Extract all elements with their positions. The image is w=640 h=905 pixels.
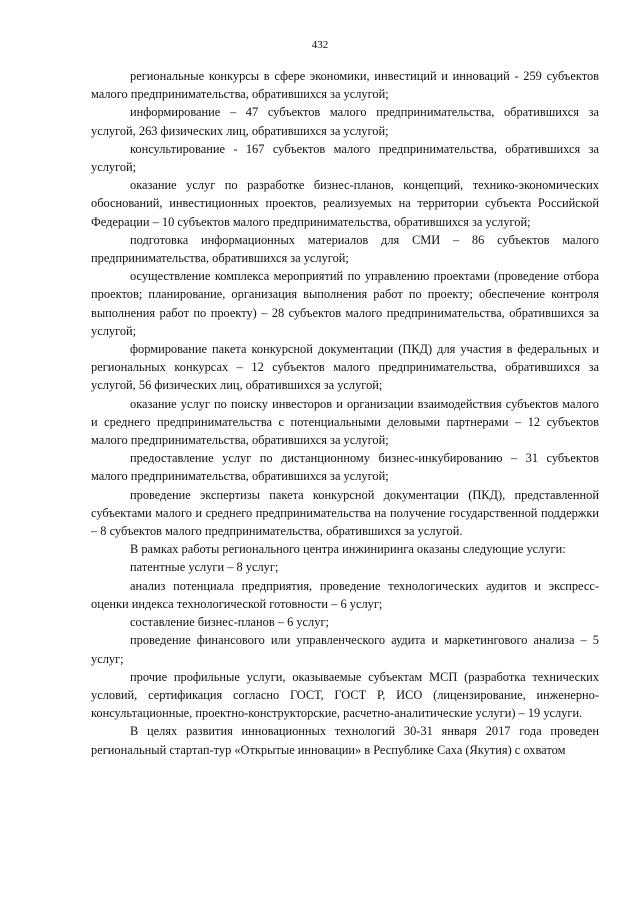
paragraph: оказание услуг по разработке бизнес-планов, концепций, технико-экономических обоснований, инвестиционных проектов, реализуемых на территории субъекта Российской Федерации – 10 субъектов малого предпринимательства, обратившихся за услугой;	[91, 178, 599, 229]
paragraph: анализ потенциала предприятия, проведение технологических аудитов и экспресс-оценки индекса технологической готовности – 6 услуг;	[91, 578, 599, 611]
paragraph: формирование пакета конкурсной документации (ПКД) для участия в федеральных и региональных конкурсах – 12 субъектов малого предпринимательства, обратившихся за услугой, 56 физических лиц, обратившихся за услугой;	[91, 342, 599, 393]
paragraph: прочие профильные услуги, оказываемые субъектам МСП (разработка технических условий, сертификация согласно ГОСТ, ГОСТ Р, ИСО (лицензирование, инженерно-консультационные, проектно-конструкторские, расчетно-аналитические услуги) – 19 услуги.	[91, 669, 599, 721]
paragraph: проведение экспертизы пакета конкурсной документации (ПКД), представленной субъектами малого и среднего предпринимательства на получение государственной поддержки – 8 субъектов малого предпринимательства, обратившихся за услугой.	[91, 487, 599, 539]
page-number: 432	[311, 39, 329, 51]
paragraph: оказание услуг по поиску инвесторов и организации взаимодействия субъектов малого и среднего предпринимательства с потенциальными деловыми партнерами – 12 субъектов малого предпринимательства, обратившихся за услугой;	[91, 396, 599, 448]
paragraph: патентные услуги – 8 услуг;	[130, 560, 279, 575]
paragraph: проведение финансового или управленческого аудита и маркетингового анализа – 5 услуг;	[91, 633, 599, 666]
paragraph: составление бизнес-планов – 6 услуг;	[130, 615, 329, 630]
paragraph: В рамках работы регионального центра инжиниринга оказаны следующие услуги:	[130, 542, 566, 557]
paragraph: подготовка информационных материалов для СМИ – 86 субъектов малого предпринимательства, обратившихся за услугой;	[91, 232, 599, 266]
paragraph: информирование – 47 субъектов малого предпринимательства, обратившихся за услугой, 263 физических лиц, обратившихся за услугой;	[91, 105, 599, 138]
paragraph: консультирование - 167 субъектов малого предпринимательства, обратившихся за услугой;	[91, 141, 599, 175]
paragraph: предоставление услуг по дистанционному бизнес-инкубированию – 31 субъектов малого предпринимательства, обратившихся за услугой;	[91, 451, 599, 484]
paragraph: региональные конкурсы в сфере экономики, инвестиций и инноваций - 259 субъектов малого предпринимательства, обратившихся за услугой;	[91, 69, 599, 102]
paragraph: В целях развития инновационных технологий 30-31 января 2017 года проведен региональный стартап-тур «Открытые инновации» в Республике Саха (Якутия) с охватом	[91, 724, 599, 757]
paragraph: осуществление комплекса мероприятий по управлению проектами (проведение отбора проектов; планирование, организация выполнения работ по проекту; обеспечение контроля выполнения работ по проекту) – 28 субъектов малого предпринимательства, обратившихся за услугой;	[91, 269, 599, 338]
body-text	[91, 67, 599, 759]
